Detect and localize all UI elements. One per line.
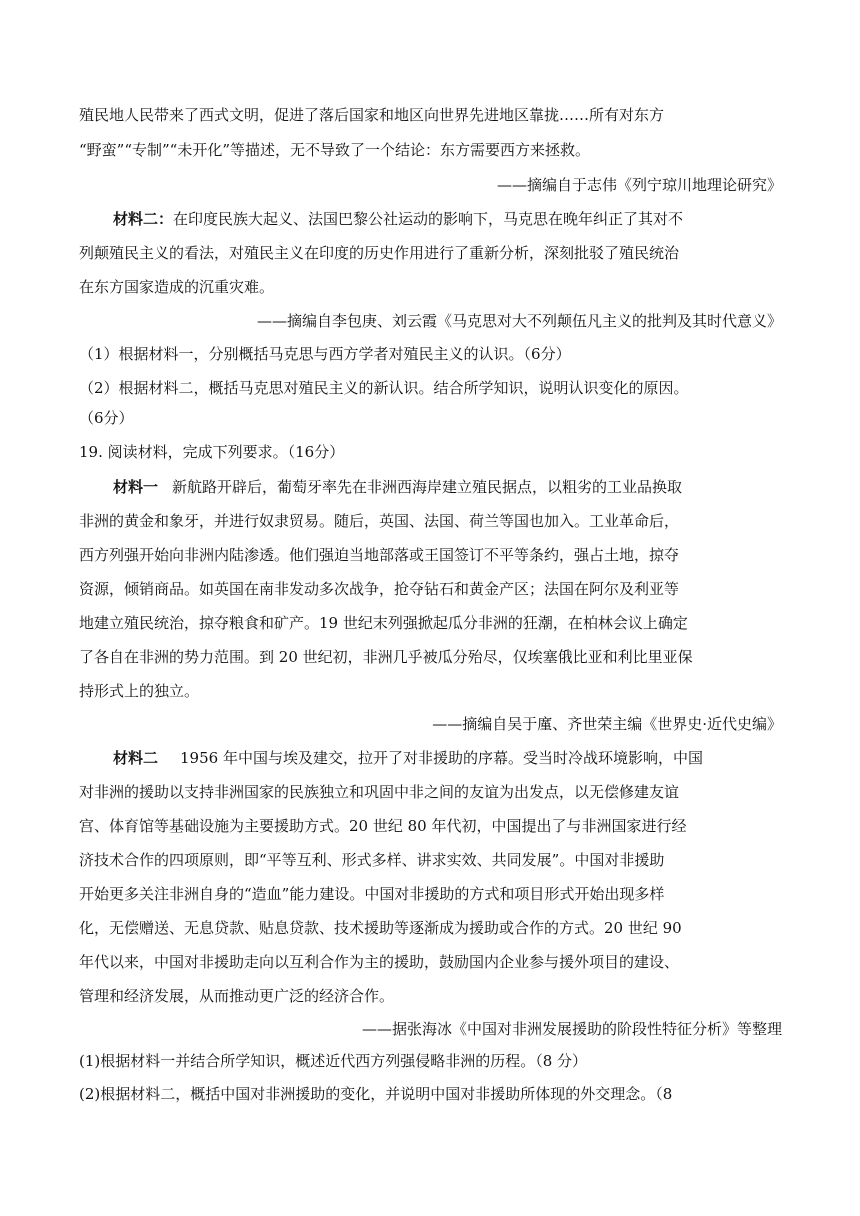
q19-material1-text: 新航路开辟后，葡萄牙率先在非洲西海岸建立殖民据点，以粗劣的工业品换取 xyxy=(172,478,683,496)
q19-material2-line-7: 年代以来，中国对非援助走向以互利合作为主的援助，鼓励国内企业参与援外项目的建设、 xyxy=(79,953,680,971)
q19-material2-line-3: 宫、体育馆等基础设施为主要援助方式。20 世纪 80 年代初，中国提出了与非洲国家进行经 xyxy=(79,817,687,835)
q19-title: 19. 阅读材料，完成下列要求。（16分） xyxy=(79,443,345,461)
q18-material2-source: ——摘编自李包庚、刘云霞《马克思对大不列颠伍凡主义的批判及其时代意义》 xyxy=(256,312,782,330)
q18-question-1: （1）根据材料一，分别概括马克思与西方学者对殖民主义的认识。（6分） xyxy=(79,345,571,363)
q19-material2-source: ——据张海冰《中国对非洲发展援助的阶段性特征分析》等整理 xyxy=(361,1020,782,1038)
q18-material1-source: ——摘编自于志伟《列宁琼川地理论研究》 xyxy=(496,176,782,194)
q18-question-2-line-2: （6分） xyxy=(79,409,134,427)
q19-material2-line-6: 化，无偿赠送、无息贷款、贴息贷款、技术援助等逐渐成为援助或合作的方式。20 世纪 90 xyxy=(79,919,682,937)
q19-material1-line-1 xyxy=(113,473,782,501)
q18-question-2-line-1: （2）根据材料二，概括马克思对殖民主义的新认识。结合所学知识，说明认识变化的原因。 xyxy=(79,379,689,397)
q19-material1-source: ——摘编自吴于廑、齐世荣主编《世界史·近代史编》 xyxy=(432,715,782,733)
q18-material2-text: 在印度民族大起义、法国巴黎公社运动的影响下，马克思在晚年纠正了其对不 xyxy=(173,210,684,228)
q18-material2-line-1 xyxy=(113,205,782,233)
q19-material2-label: 材料二 xyxy=(113,749,159,767)
q19-material2-line-1 xyxy=(113,744,782,772)
q18-material1-line-1: 殖民地人民带来了西式文明，促进了落后国家和地区向世界先进地区靠拢……所有对东方 xyxy=(79,106,665,124)
q19-material1-line-5: 地建立殖民统治，掠夺粮食和矿产。19 世纪末列强掀起瓜分非洲的狂潮，在柏林会议上确定 xyxy=(79,614,688,632)
q19-question-2: (2)根据材料二，概括中国对非洲援助的变化，并说明中国对非援助所体现的外交理念。（8 xyxy=(79,1085,673,1103)
q19-material1-label: 材料一 xyxy=(113,478,159,496)
q18-material2-line-2: 列颠殖民主义的看法，对殖民主义在印度的历史作用进行了重新分析，深刻批驳了殖民统治 xyxy=(79,244,680,262)
q19-material1-line-6: 了各自在非洲的势力范围。到 20 世纪初，非洲几乎被瓜分殆尽，仅埃塞俄比亚和利比里亚保 xyxy=(79,648,693,666)
q19-material2-line-8: 管理和经济发展，从而推动更广泛的经济合作。 xyxy=(79,987,395,1005)
q18-material2-label: 材料二： xyxy=(113,210,174,228)
q19-material1-line-2: 非洲的黄金和象牙，并进行奴隶贸易。随后，英国、法国、荷兰等国也加入。工业革命后， xyxy=(79,512,680,530)
q18-material2-line-3: 在东方国家造成的沉重灾难。 xyxy=(79,278,275,296)
q19-material2-line-4: 济技术合作的四项原则，即“平等互利、形式多样、讲求实效、共同发展”。中国对非援助 xyxy=(79,851,665,869)
q19-material2-line-2: 对非洲的援助以支持非洲国家的民族独立和巩固中非之间的友谊为出发点，以无偿修建友谊 xyxy=(79,783,680,801)
q19-material2-line-5: 开始更多关注非洲自身的“造血”能力建设。中国对非援助的方式和项目形式开始出现多样 xyxy=(79,885,665,903)
q19-question-1: (1)根据材料一并结合所学知识，概述近代西方列强侵略非洲的历程。（8 分） xyxy=(79,1052,588,1070)
q19-material1-line-7: 持形式上的独立。 xyxy=(79,682,200,700)
q18-material1-line-2: “野蛮”“专制”“未开化”等描述，无不导致了一个结论：东方需要西方来拯救。 xyxy=(79,141,591,159)
q19-material2-text: 1956 年中国与埃及建交，拉开了对非援助的序幕。受当时冷战环境影响，中国 xyxy=(180,749,703,767)
q19-material1-line-3: 西方列强开始向非洲内陆渗透。他们强迫当地部落或王国签订不平等条约，强占土地，掠夺 xyxy=(79,546,680,564)
q19-material1-line-4: 资源，倾销商品。如英国在南非发动多次战争，抢夺钻石和黄金产区；法国在阿尔及利亚等 xyxy=(79,580,680,598)
